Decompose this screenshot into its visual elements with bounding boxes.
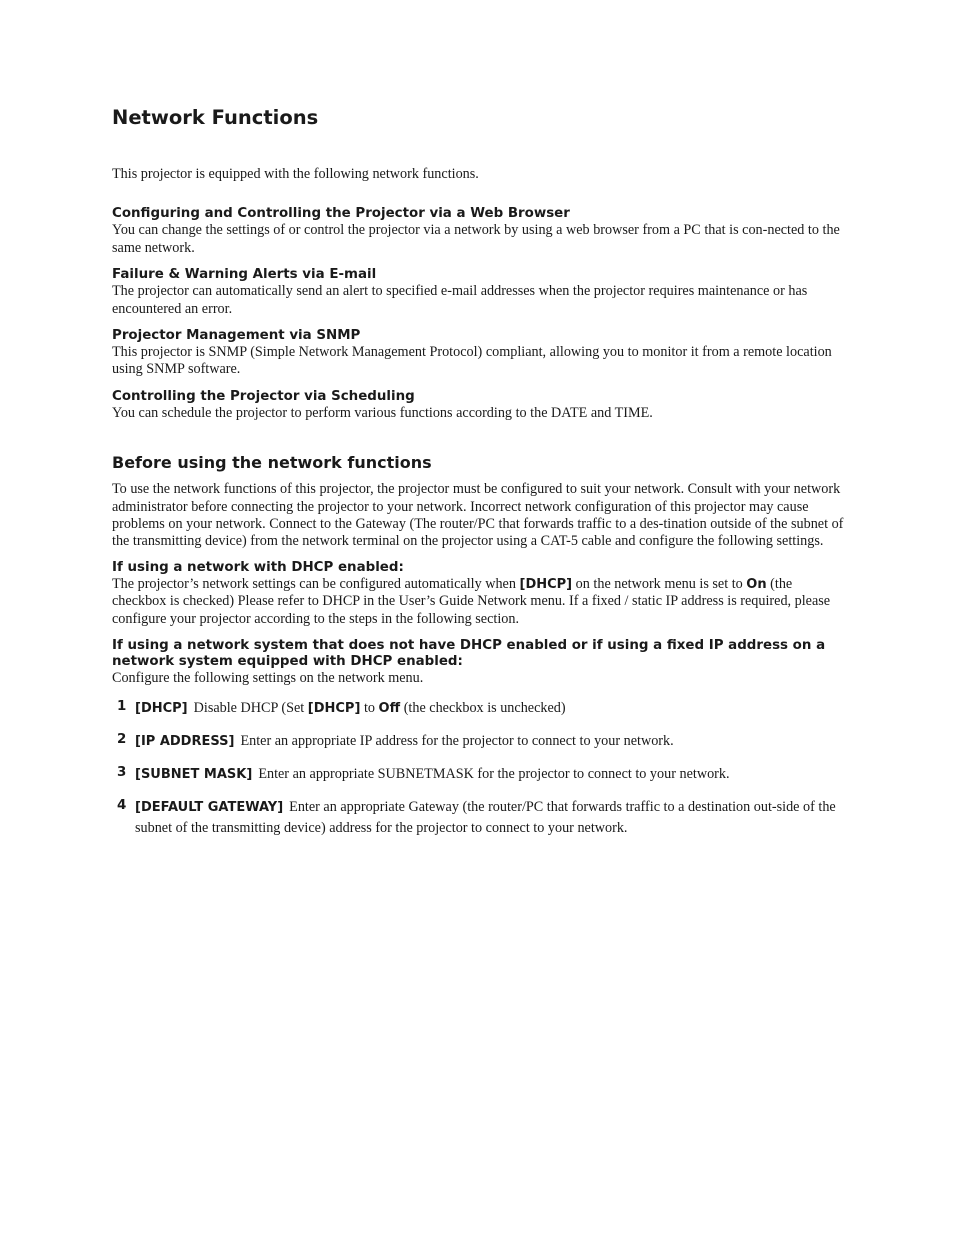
steps-list — [112, 698, 844, 838]
list-item — [112, 698, 844, 719]
text-span: Enter an appropriate IP address for the projector to connect to your network. — [240, 732, 674, 749]
text-span: Enter an appropriate SUBNETMASK for the projector to connect to your network. — [258, 765, 730, 782]
feature-scheduling — [112, 389, 844, 422]
document-page — [112, 104, 844, 850]
feature-text: You can schedule the projector to perform various functions according to the DATE and TIME. — [112, 404, 653, 421]
step-label: [SUBNET MASK] — [135, 766, 253, 782]
subsection-heading: If using a network system that does not have DHCP enabled or if using a fixed IP address on a network system equipped with DHCP enabled: — [112, 638, 826, 670]
dhcp-disabled-section — [112, 638, 844, 687]
list-item — [112, 797, 844, 838]
feature-heading: Projector Management via SNMP — [112, 328, 361, 344]
feature-snmp — [112, 328, 844, 379]
feature-web-browser — [112, 206, 844, 257]
feature-heading: Failure & Warning Alerts via E-mail — [112, 267, 377, 283]
subsection-text: Configure the following settings on the network menu. — [112, 670, 424, 687]
feature-text: You can change the settings of or control the projector via a network by using a web browser from a PC that is con-nected to the same network. — [112, 222, 840, 256]
feature-email-alerts — [112, 267, 844, 318]
text-span: (the checkbox is checked) Please refer to DHCP in the User’s Guide Network menu. If a fixed / static IP address is required, please configure your projector according to the steps in the following section. — [112, 575, 831, 627]
off-value-label: Off — [378, 700, 401, 716]
feature-heading: Controlling the Projector via Scheduling — [112, 388, 415, 404]
step-number: 4 — [117, 797, 127, 813]
list-item — [112, 731, 844, 752]
subsection-text — [112, 576, 844, 628]
step-body — [135, 731, 844, 752]
step-body — [135, 797, 844, 838]
step-number: 3 — [117, 764, 127, 780]
step-label: [DEFAULT GATEWAY] — [135, 799, 284, 815]
step-body — [135, 698, 844, 719]
step-number: 1 — [117, 698, 127, 714]
dhcp-setting-label: [DHCP] — [519, 576, 573, 592]
on-value-label: On — [746, 576, 767, 592]
before-using-section — [112, 452, 844, 551]
text-span: Disable DHCP (Set — [193, 699, 308, 716]
list-item — [112, 764, 844, 785]
section-text: To use the network functions of this projector, the projector must be configured to suit your network. Consult with your network administrator before connecting the projector to your network. Incorrect network configuration of this projector may cause problems on your network. Connect to the Gateway (The router/PC that forwards traffic to a des-tination outside of the subnet of the transmitting device) from the network terminal on the projector using a CAT-5 cable and configure the following settings. — [112, 481, 844, 550]
text-span: on the network menu is set to — [572, 575, 747, 592]
dhcp-setting-label: [DHCP] — [307, 700, 361, 716]
text-span: (the checkbox is unchecked) — [400, 699, 566, 716]
step-label: [DHCP] — [135, 700, 188, 716]
dhcp-enabled-section — [112, 560, 844, 628]
feature-text: The projector can automatically send an alert to specified e-mail addresses when the projector requires maintenance or has encountered an error. — [112, 283, 808, 317]
step-body — [135, 764, 844, 785]
text-span: The projector’s network settings can be configured automatically when — [112, 575, 520, 592]
page-title: Network Functions — [112, 106, 319, 129]
intro-text: This projector is equipped with the following network functions. — [112, 166, 479, 182]
feature-text: This projector is SNMP (Simple Network Management Protocol) compliant, allowing you to monitor it from a remote location using SNMP software. — [112, 344, 832, 378]
section-heading: Before using the network functions — [112, 453, 432, 473]
subsection-heading: If using a network with DHCP enabled: — [112, 559, 404, 575]
text-span: Enter an appropriate Gateway (the router/PC that forwards traffic to a destination out-side of the subnet of the transmitting device) address for the projector to connect to your network. — [135, 798, 836, 836]
text-span: to — [360, 699, 379, 716]
step-number: 2 — [117, 731, 127, 747]
step-label: [IP ADDRESS] — [135, 733, 235, 749]
feature-heading: Configuring and Controlling the Projector via a Web Browser — [112, 206, 570, 222]
